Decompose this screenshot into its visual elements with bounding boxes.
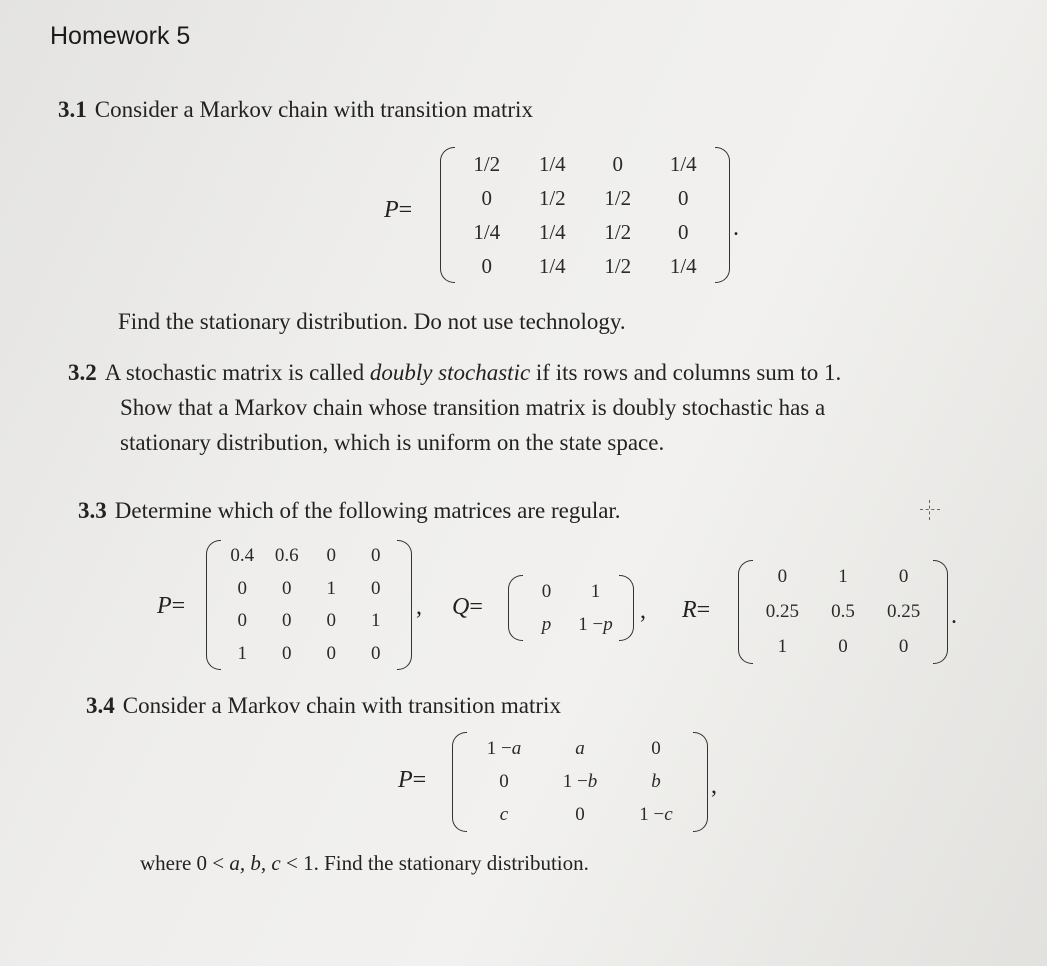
matrix-cell: 0 xyxy=(371,545,381,567)
left-paren xyxy=(452,732,467,832)
separator: , xyxy=(640,598,646,624)
matrix-cell: 0 xyxy=(838,635,848,657)
matrix-grid xyxy=(454,147,716,283)
matrix-cell: 1 xyxy=(371,610,381,632)
matrix-3-3-p xyxy=(206,540,412,670)
matrix-end-punct: , xyxy=(711,773,717,799)
matrix-cell: b xyxy=(651,770,661,792)
matrix-cell: 0.25 xyxy=(887,600,921,622)
matrix-cell: 1 xyxy=(326,577,336,599)
matrix-cell: 1/2 xyxy=(473,151,501,176)
matrix-cell: 0 xyxy=(282,577,292,599)
matrix-cell: 0.5 xyxy=(831,600,855,622)
matrix-cell: 1 − b xyxy=(562,770,598,792)
matrix-cell: 0 xyxy=(282,642,292,664)
matrix-end-punct: . xyxy=(951,603,957,629)
matrix-cell: 0 xyxy=(371,577,381,599)
matrix-cell: 1/4 xyxy=(473,219,501,244)
matrix-cell: a xyxy=(575,737,585,759)
intro-text: Consider a Markov chain with transition matrix xyxy=(94,97,533,122)
matrix-3-3-r xyxy=(738,560,948,664)
matrix-cell: 0 xyxy=(898,566,909,588)
matrix-cell: 1 − a xyxy=(486,737,522,759)
right-paren xyxy=(933,560,948,664)
page-title: Homework 5 xyxy=(50,22,191,50)
matrix-cell: 1/4 xyxy=(538,219,566,244)
problem-3-4-where: where 0 < a, b, c < 1. Find the stationary distribution. xyxy=(140,851,589,875)
problem-3-4-intro: 3.4 Consider a Markov chain with transition matrix xyxy=(86,693,561,718)
problem-number: 3.3 xyxy=(78,498,107,523)
matrix-cell: 0 xyxy=(326,642,336,664)
matrix-cell: 0 xyxy=(499,770,509,792)
problem-3-1-intro xyxy=(58,98,533,121)
term-doubly-stochastic: doubly stochastic xyxy=(369,360,531,385)
crosshair-cursor-icon xyxy=(920,500,940,520)
matrix-cell: 1 − c xyxy=(639,804,673,826)
matrix-grid xyxy=(522,575,620,641)
separator: , xyxy=(416,594,422,620)
matrix-cell: 0 xyxy=(678,185,689,210)
matrix-label-p: P= xyxy=(398,767,427,793)
matrix-3-1 xyxy=(440,147,730,283)
matrix-cell: 0 xyxy=(575,804,585,826)
matrix-cell: 1 xyxy=(838,566,848,588)
right-paren xyxy=(397,540,412,670)
problem-3-2-line3: stationary distribution, which is uniform on the state space. xyxy=(120,430,665,455)
matrix-cell: 0 xyxy=(612,151,623,176)
matrix-cell: 1/4 xyxy=(538,253,566,278)
matrix-label-q: Q= xyxy=(452,594,483,620)
matrix-cell: 1/4 xyxy=(538,151,566,176)
matrix-cell: 0 xyxy=(541,580,552,602)
matrix-grid xyxy=(220,540,398,670)
matrix-cell: 1/2 xyxy=(538,185,566,210)
problem-number: 3.2 xyxy=(68,360,97,385)
left-paren xyxy=(206,540,221,670)
matrix-cell: 1/2 xyxy=(604,185,632,210)
left-paren xyxy=(738,560,753,664)
matrix-end-punct: . xyxy=(733,215,739,241)
problem-3-1-question: Find the stationary distribution. Do not use technology. xyxy=(118,309,626,334)
matrix-cell: 0 xyxy=(481,253,492,278)
matrix-cell: p xyxy=(541,613,552,635)
matrix-3-3-q xyxy=(508,575,634,641)
matrix-cell: 1/2 xyxy=(604,253,632,278)
problem-3-2-line2: Show that a Markov chain whose transition matrix is doubly stochastic has a xyxy=(120,395,826,420)
problem-3-3-intro: 3.3 Determine which of the following matrices are regular. xyxy=(78,498,621,523)
matrix-cell: 0 xyxy=(371,642,381,664)
right-paren xyxy=(715,147,730,283)
matrix-label-p: P= xyxy=(157,593,186,619)
matrix-cell: 1 − p xyxy=(578,613,613,635)
matrix-cell: 0 xyxy=(326,610,336,632)
right-paren xyxy=(619,575,634,641)
matrix-cell: 1/4 xyxy=(669,151,697,176)
matrix-cell: 1/2 xyxy=(604,219,632,244)
problem-number: 3.4 xyxy=(86,693,115,718)
problem-3-2-line1: 3.2 A stochastic matrix is called doubly stochastic if its rows and columns sum to 1. xyxy=(68,360,842,385)
matrix-cell: 0 xyxy=(777,566,788,588)
matrix-cell: 1 xyxy=(237,642,247,664)
matrix-grid xyxy=(466,732,694,832)
matrix-label-p: P= xyxy=(384,197,413,223)
matrix-cell: 1 xyxy=(777,635,788,657)
matrix-grid xyxy=(752,560,934,664)
matrix-cell: 0 xyxy=(326,545,336,567)
right-paren xyxy=(693,732,708,832)
matrix-cell: 0 xyxy=(898,635,909,657)
matrix-label-r: R= xyxy=(682,597,711,623)
matrix-cell: c xyxy=(499,804,509,826)
matrix-cell: 0 xyxy=(678,219,689,244)
matrix-cell: 0.4 xyxy=(230,545,255,567)
variables: a, b, c xyxy=(229,851,281,875)
matrix-cell: 0 xyxy=(237,610,247,632)
matrix-3-4 xyxy=(452,732,708,832)
matrix-cell: 0 xyxy=(282,610,292,632)
left-paren xyxy=(508,575,523,641)
problem-number: 3.1 xyxy=(58,97,87,122)
left-paren xyxy=(440,147,455,283)
matrix-cell: 0.6 xyxy=(274,545,299,567)
matrix-cell: 0 xyxy=(481,185,492,210)
matrix-cell: 0.25 xyxy=(765,600,799,622)
matrix-cell: 0 xyxy=(237,577,247,599)
matrix-cell: 1 xyxy=(590,580,601,602)
matrix-cell: 0 xyxy=(651,737,661,759)
matrix-cell: 1/4 xyxy=(669,253,697,278)
